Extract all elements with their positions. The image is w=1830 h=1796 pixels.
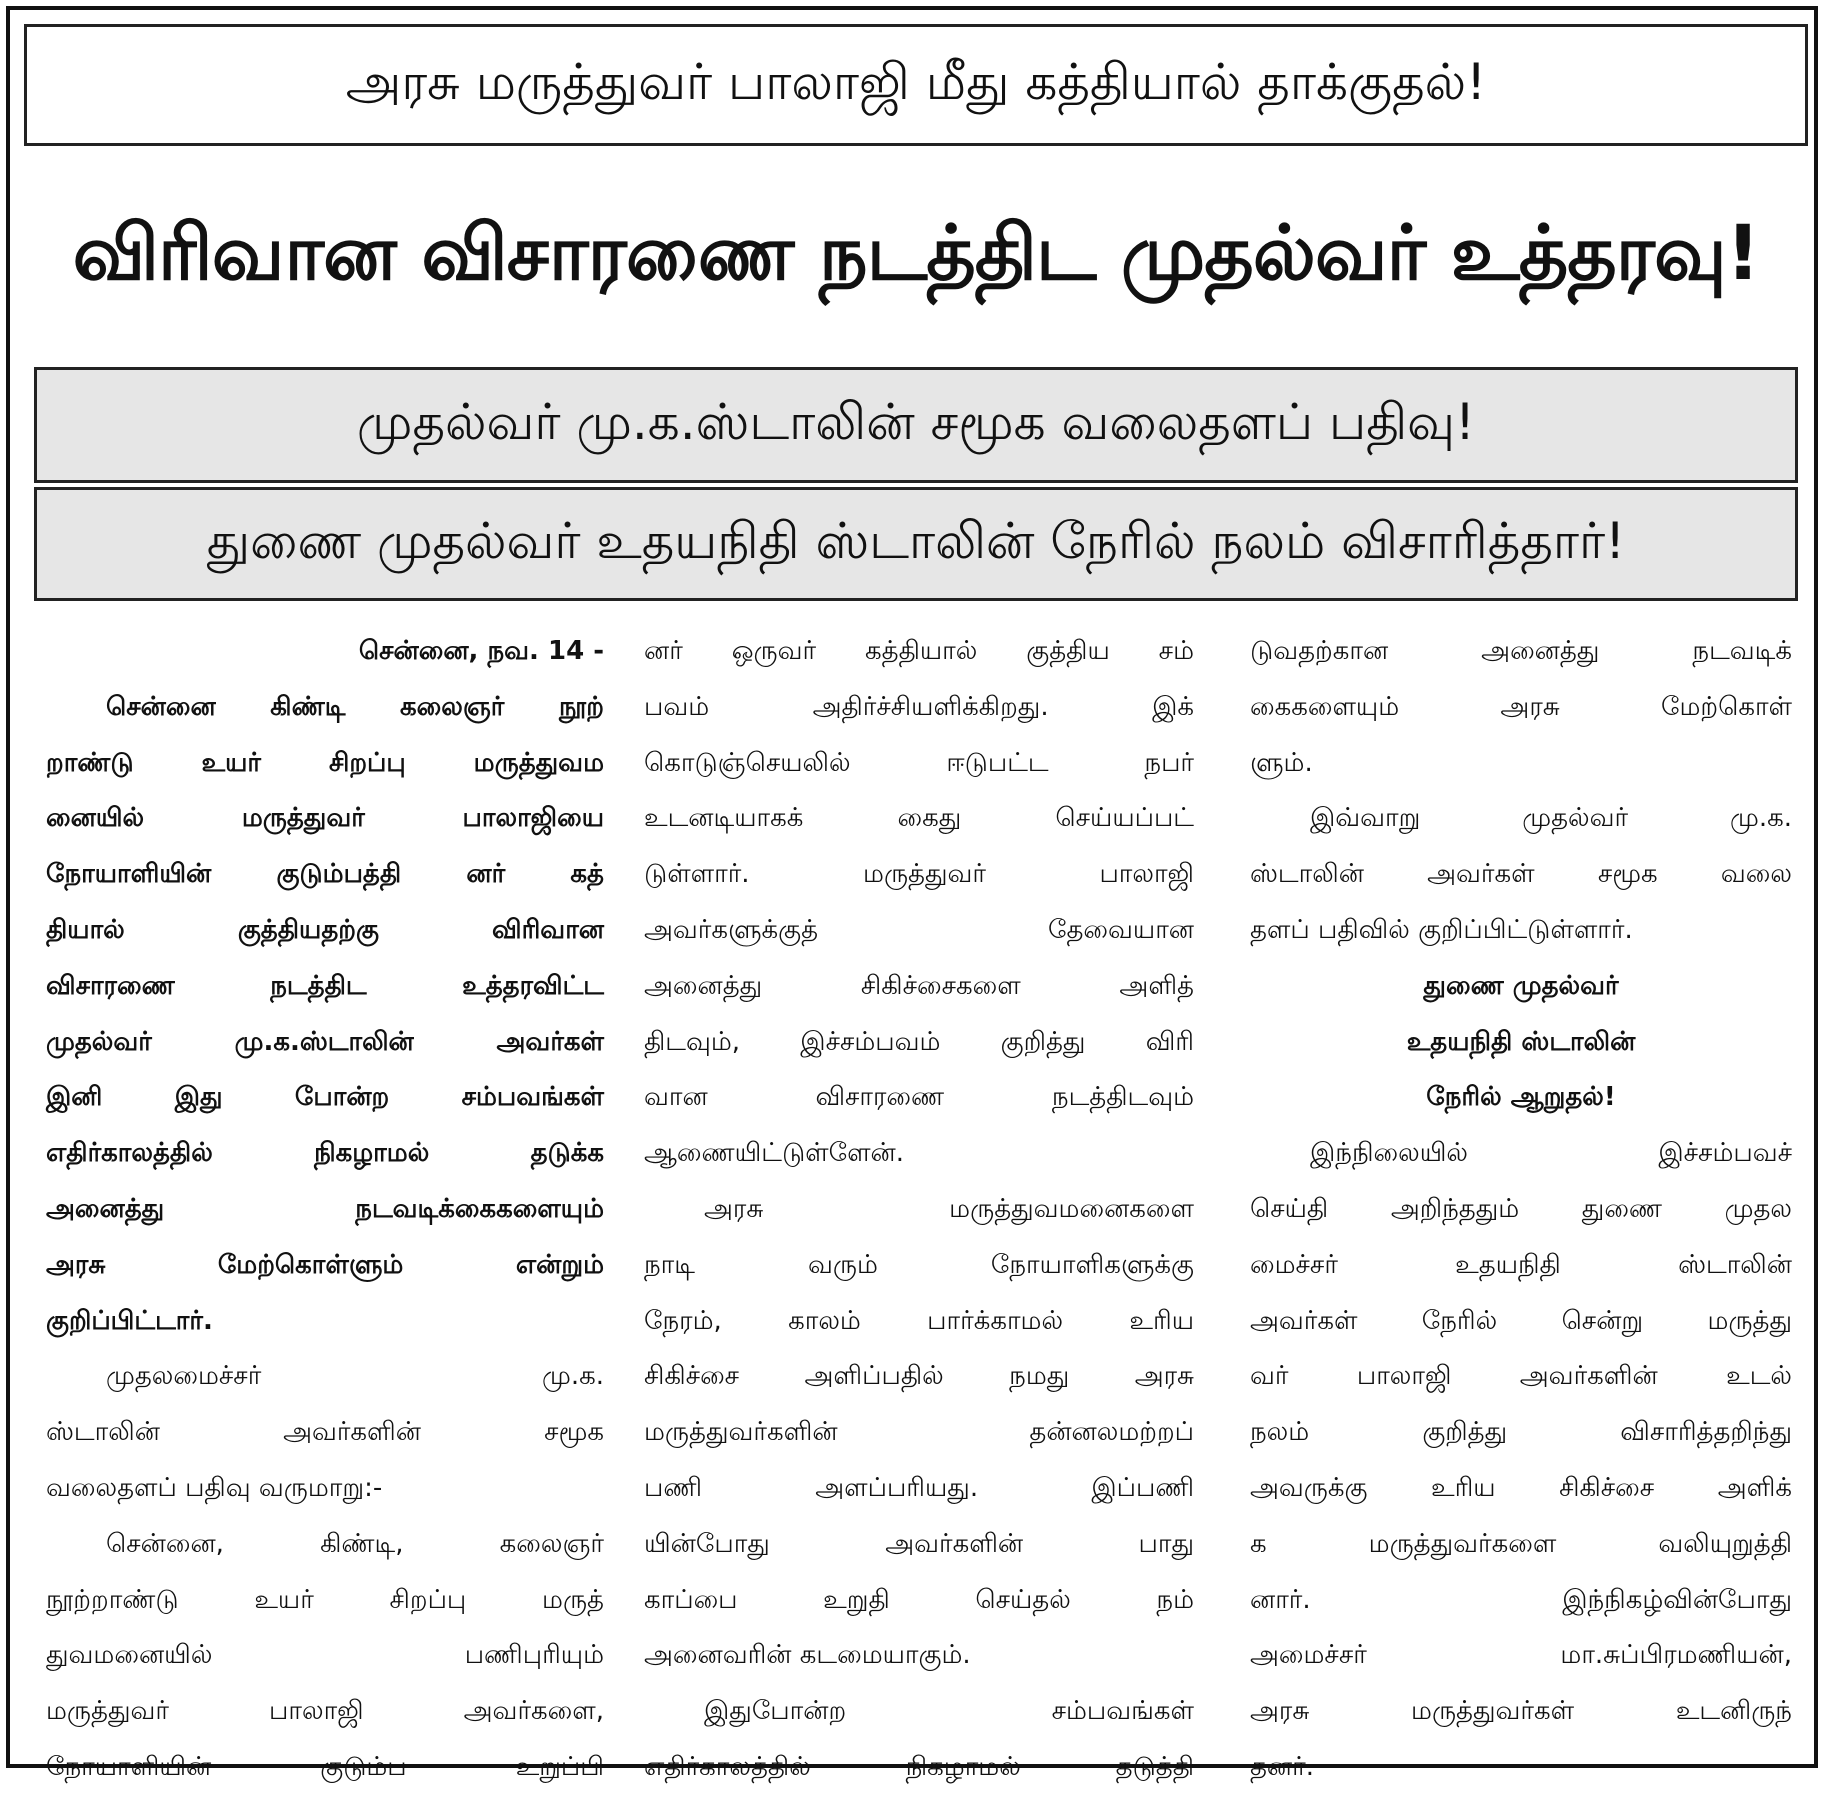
article-line: நலம் குறித்து விசாரித்தறிந்து — [1250, 1417, 1792, 1448]
article-line: வான விசாரணை நடத்திடவும் — [644, 1082, 1194, 1113]
article-line: முதல்வர் மு.க.ஸ்டாலின் அவர்கள் — [46, 1026, 604, 1057]
article-line: அனைத்து சிகிச்சைகளை அளித் — [644, 970, 1194, 1001]
article-line: னையில் மருத்துவர் பாலாஜியை — [46, 803, 604, 834]
article-line: முதலமைச்சர் மு.க. — [106, 1361, 604, 1392]
article-line: சென்னை கிண்டி கலைஞர் நூற் — [106, 691, 604, 722]
section-subheading: நேரில் ஆறுதல்! — [1426, 1082, 1616, 1113]
article-line: வர் பாலாஜி அவர்களின் உடல் — [1250, 1361, 1792, 1392]
article-line: மருத்துவர் பாலாஜி அவர்களை, — [46, 1696, 604, 1727]
article-line: திடவும், இச்சம்பவம் குறித்து விரி — [644, 1026, 1194, 1057]
article-line: னார். இந்நிகழ்வின்போது — [1250, 1584, 1792, 1615]
article-line: செய்தி அறிந்ததும் துணை முதல — [1250, 1193, 1792, 1224]
article-line: ஸ்டாலின் அவர்களின் சமூக — [46, 1417, 604, 1448]
article-line: னர் ஒருவர் கத்தியால் குத்திய சம் — [644, 636, 1194, 666]
article-line: தளப் பதிவில் குறிப்பிட்டுள்ளார். — [1250, 914, 1633, 945]
article-body — [34, 624, 1804, 1782]
article-line: கைகளையும் அரசு மேற்கொள் — [1250, 691, 1792, 722]
article-line: எதிர்காலத்தில் நிகழாமல் தடுக்க — [46, 1138, 604, 1169]
article-line: அரசு மேற்கொள்ளும் என்றும் — [46, 1249, 604, 1280]
article-line: இனி இது போன்ற சம்பவங்கள் — [46, 1082, 604, 1113]
article-line: மைச்சர் உதயநிதி ஸ்டாலின் — [1250, 1249, 1792, 1280]
article-line: துவமனையில் பணிபுரியும் — [46, 1640, 604, 1671]
article-line: அவருக்கு உரிய சிகிச்சை அளிக் — [1250, 1472, 1792, 1503]
article-line: க மருத்துவர்களை வலியுறுத்தி — [1250, 1528, 1792, 1559]
article-line: பவம் அதிர்ச்சியளிக்கிறது. இக் — [644, 691, 1194, 722]
article-line: அரசு மருத்துவமனைகளை — [704, 1193, 1194, 1224]
article-line: பணி அளப்பரியது. இப்பணி — [644, 1472, 1194, 1503]
article-line: வலைதளப் பதிவு வருமாறு:- — [46, 1472, 383, 1503]
news-clipping — [6, 6, 1818, 1782]
article-line: யின்போது அவர்களின் பாது — [644, 1528, 1194, 1559]
article-line: அனைவரின் கடமையாகும். — [644, 1640, 971, 1671]
article-line: இந்நிலையில் இச்சம்பவச் — [1310, 1138, 1792, 1169]
article-line: அமைச்சர் மா.சுப்பிரமணியன், — [1250, 1640, 1792, 1671]
article-line: றாண்டு உயர் சிறப்பு மருத்துவம — [46, 747, 604, 778]
article-line: நாடி வரும் நோயாளிகளுக்கு — [644, 1249, 1194, 1280]
article-column-3 — [1222, 624, 1804, 1782]
article-line: தனர். — [1250, 1751, 1314, 1782]
article-line: டுள்ளார். மருத்துவர் பாலாஜி — [644, 859, 1194, 890]
article-line: மருத்துவர்களின் தன்னலமற்றப் — [644, 1417, 1194, 1448]
article-line: இதுபோன்ற சம்பவங்கள் — [704, 1696, 1194, 1727]
subheadline-udhayanidhi-visit: துணை முதல்வர் உதயநிதி ஸ்டாலின் நேரில் நலம் விசாரித்தார்! — [34, 487, 1798, 601]
article-line: ஆணையிட்டுள்ளேன். — [644, 1138, 905, 1169]
section-subheading: துணை முதல்வர் — [1423, 970, 1619, 1001]
main-headline: விரிவான விசாரணை நடத்திட முதல்வர் உத்தரவு! — [72, 208, 1760, 297]
article-line: சென்னை, கிண்டி, கலைஞர் — [106, 1528, 604, 1559]
article-line: அனைத்து நடவடிக்கைகளையும் — [46, 1193, 604, 1224]
article-line: உடனடியாகக் கைது செய்யப்பட் — [644, 803, 1194, 834]
article-line: ஸ்டாலின் அவர்கள் சமூக வலை — [1250, 859, 1792, 890]
article-line: காப்பை உறுதி செய்தல் நம் — [644, 1584, 1194, 1615]
article-line: எதிர்காலத்தில் நிகழாமல் தடுத்தி — [644, 1751, 1194, 1782]
article-line: டுவதற்கான அனைத்து நடவடிக் — [1250, 636, 1792, 666]
dateline: சென்னை, நவ. 14 - — [358, 636, 604, 666]
article-line: நேரம், காலம் பார்க்காமல் உரிய — [644, 1305, 1194, 1336]
section-subheading: உதயநிதி ஸ்டாலின் — [1406, 1026, 1636, 1057]
article-column-2 — [616, 624, 1222, 1782]
article-line: நூற்றாண்டு உயர் சிறப்பு மருத் — [46, 1584, 604, 1615]
article-line: நோயாளியின் குடும்பத்தி னர் கத் — [46, 859, 604, 890]
article-line: ளும். — [1250, 747, 1313, 778]
article-line: அரசு மருத்துவர்கள் உடனிருந் — [1250, 1696, 1792, 1727]
article-line: சிகிச்சை அளிப்பதில் நமது அரசு — [644, 1361, 1194, 1392]
kicker-headline: அரசு மருத்துவர் பாலாஜி மீது கத்தியால் தாக்குதல்! — [24, 24, 1808, 146]
article-line: இவ்வாறு முதல்வர் மு.க. — [1310, 803, 1792, 834]
article-line: அவர்கள் நேரில் சென்று மருத்து — [1250, 1305, 1792, 1336]
article-line: விசாரணை நடத்திட உத்தரவிட்ட — [46, 970, 604, 1001]
article-line: அவர்களுக்குத் தேவையான — [644, 914, 1194, 945]
article-line: கொடுஞ்செயலில் ஈடுபட்ட நபர் — [644, 747, 1194, 778]
article-line: குறிப்பிட்டார். — [46, 1305, 213, 1336]
article-line: நோயாளியின் குடும்ப உறுப்பி — [46, 1751, 604, 1782]
subheadline-stalin-post: முதல்வர் மு.க.ஸ்டாலின் சமூக வலைதளப் பதிவு! — [34, 367, 1798, 483]
article-column-1 — [34, 624, 616, 1782]
article-line: தியால் குத்தியதற்கு விரிவான — [46, 914, 604, 945]
